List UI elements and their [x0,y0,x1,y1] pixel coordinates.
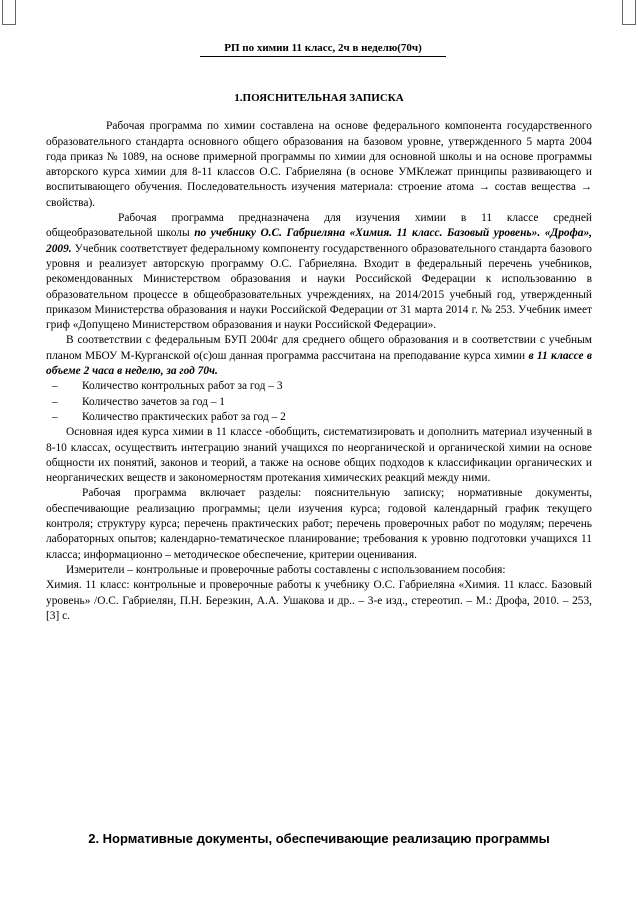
paragraph-6: Измерители – контрольные и проверочные работы составлены с использованием пособия: [66,563,506,576]
section-1-title: 1.ПОЯСНИТЕЛЬНАЯ ЗАПИСКА [234,92,404,104]
document-body [46,82,592,624]
paragraph-2-text-c: Учебник соответствует федеральному компоненту государственного образовательного стандарта базового уровня и реализует авторскую программу О.С. Габриеляна. Входит в федеральный перечень учебников, рекомендованных Министерством образования и науки Российской Федерации к использованию в образовательном процессе в общеобразовательных учреждениях, на 2014/2015 учебный год, утвержденный приказом Министерства образования и науки Российской Федерации от 31 марта 2014 г. № 253. Учебник имеет гриф «Допущено Министерством образования и науки Российской Федерации». [46,242,592,332]
paragraph-3-hours: в 11 классе в объеме 2 часа в неделю, за год 70ч. [46,349,592,378]
list-item: – Количество контрольных работ за год – 3 [46,379,592,394]
paragraph-2 [46,211,592,333]
page-corner-mark-right [622,0,636,25]
page-header: РП по химии 11 класс, 2ч в неделю(70ч) [200,42,446,57]
page-corner-mark-left [2,0,16,25]
list-item: – Количество зачетов за год – 1 [46,395,592,410]
paragraph-3 [46,333,592,379]
paragraph-2-textbook: по учебнику О.С. Габриеляна «Химия. 11 класс. Базовый уровень». «Дрофа», 2009. [46,227,592,255]
paragraph-2-text-a: Рабочая программа предназначена для изучения химии в 11 классе средней общеобразовательной школы [46,212,592,240]
paragraph-1: Рабочая программа по химии составлена на основе федерального компонента государственного образовательного стандарта основного общего образования на базовом уровне, утвержденного 5 марта 2004 года приказ № 1089, на основе примерной программы по химии для основной школы и на основе программы авторского курса химии для 8-11 классов О.С. Габриеляна (в основе УМКлежат принципы развивающего и воспитывающего обучения. Последовательность изучения материала: строение атома → состав вещества → свойства). [46,120,592,209]
section-2-title: 2. Нормативные документы, обеспечивающие реализацию программы [88,831,550,846]
list-item: – Количество практических работ за год – 2 [46,410,592,425]
paragraph-7: Химия. 11 класс: контрольные и проверочные работы к учебнику О.С. Габриеляна «Химия. 11 класс. Базовый уровень» /О.С. Габриелян, П.Н. Березкин, А.А. Ушакова и др.. – 3-е изд., стереотип. – М.: Дрофа, 2010. – 253, [3] с. [46,579,592,622]
paragraph-5: Рабочая программа включает разделы: пояснительную записку; нормативные документы, обеспечивающие реализацию программы; цели изучения курса; годовой календарный график текущего контроля; структуру курса; перечень практических работ; перечень проверочных работ по модулям; перечень лабораторных опытов; календарно-тематическое планирование; требования к уровню подготовки учащихся 11 класса; информационно – методическое обеспечение, критерии оценивания. [46,487,592,561]
paragraph-4: Основная идея курса химии в 11 классе -обобщить, систематизировать и дополнить материал изученный в 8-10 классах, осуществить интеграцию знаний учащихся по неорганической и органической химии на основе общности их понятий, законов и теорий, а также на основе общих подходов к классификации органических и неорганических веществ и закономерностям протекания химических реакций между ними. [46,426,592,485]
paragraph-3-text-a: В соответствии с федеральным БУП 2004г для среднего общего образования и в соответствии с учебным планом МБОУ М-Курганской о(с)ош данная программа рассчитана на преподавание курса химии [46,334,592,362]
work-count-list [46,379,592,425]
